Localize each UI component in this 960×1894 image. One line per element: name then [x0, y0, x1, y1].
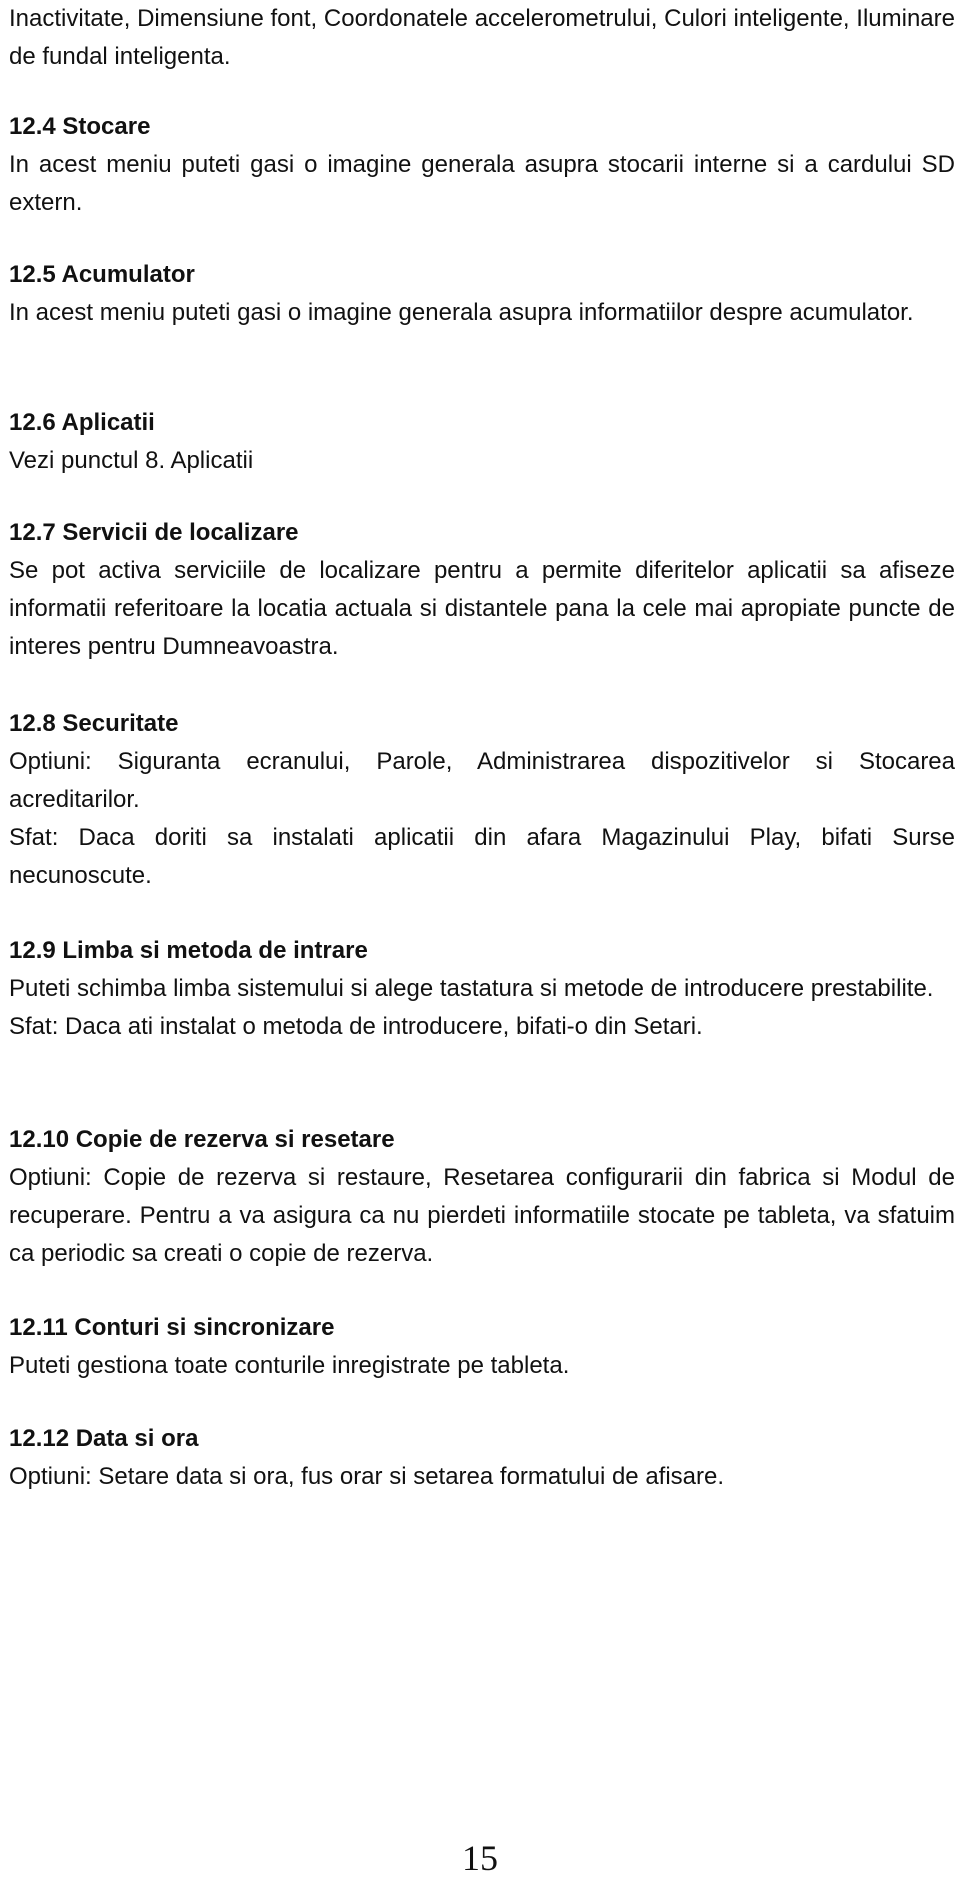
section-tip-paragraph: Sfat: Daca ati instalat o metoda de introducere, bifati-o din Setari.	[9, 1013, 703, 1040]
section-servicii-localizare	[9, 514, 955, 666]
section-heading: 12.6 Aplicatii	[9, 409, 155, 436]
section-conturi-sincronizare	[9, 1309, 955, 1385]
section-heading: 12.9 Limba si metoda de intrare	[9, 937, 368, 964]
section-paragraph: Optiuni: Copie de rezerva si restaure, Resetarea configurarii din fabrica si Modul de recuperare. Pentru a va asigura ca nu pierdeti informatiile stocate pe tableta, va sfatuim ca periodic sa creati o copie de rezerva.	[9, 1164, 955, 1267]
section-paragraph: Puteti gestiona toate conturile inregistrate pe tableta.	[9, 1352, 570, 1379]
section-heading: 12.8 Securitate	[9, 710, 179, 737]
section-stocare	[9, 108, 955, 222]
section-paragraph: Optiuni: Setare data si ora, fus orar si setarea formatului de afisare.	[9, 1463, 725, 1490]
section-heading: 12.7 Servicii de localizare	[9, 519, 299, 546]
intro-paragraph: Inactivitate, Dimensiune font, Coordonatele accelerometrului, Culori inteligente, Iluminare de fundal inteligenta.	[9, 5, 955, 70]
section-heading: 12.12 Data si ora	[9, 1425, 199, 1452]
section-heading: 12.10 Copie de rezerva si resetare	[9, 1126, 395, 1153]
section-paragraph: In acest meniu puteti gasi o imagine generala asupra stocarii interne si a cardului SD extern.	[9, 151, 955, 216]
section-paragraph: Optiuni: Siguranta ecranului, Parole, Administrarea dispozitivelor si Stocarea acreditarilor.	[9, 748, 955, 813]
section-data-ora	[9, 1420, 955, 1496]
section-limba-metoda-intrare	[9, 932, 955, 1046]
section-paragraph: Se pot activa serviciile de localizare pentru a permite diferitelor aplicatii sa afiseze informatii referitoare la locatia actuala si distantele pana la cele mai apropiate puncte de interes pentru Dumneavoastra.	[9, 557, 955, 660]
section-copie-rezerva-resetare	[9, 1121, 955, 1273]
section-paragraph: In acest meniu puteti gasi o imagine generala asupra informatiilor despre acumulator.	[9, 299, 914, 326]
intro-block	[9, 0, 955, 76]
section-tip-paragraph: Sfat: Daca doriti sa instalati aplicatii din afara Magazinului Play, bifati Surse necunoscute.	[9, 824, 955, 889]
section-securitate	[9, 705, 955, 895]
page-number: 15	[462, 1838, 498, 1878]
section-paragraph: Puteti schimba limba sistemului si alege tastatura si metode de introducere prestabilite.	[9, 975, 934, 1002]
section-paragraph: Vezi punctul 8. Aplicatii	[9, 447, 254, 474]
section-heading: 12.4 Stocare	[9, 113, 151, 140]
section-aplicatii	[9, 404, 955, 480]
section-acumulator	[9, 256, 955, 332]
section-heading: 12.5 Acumulator	[9, 261, 195, 288]
section-heading: 12.11 Conturi si sincronizare	[9, 1314, 335, 1341]
